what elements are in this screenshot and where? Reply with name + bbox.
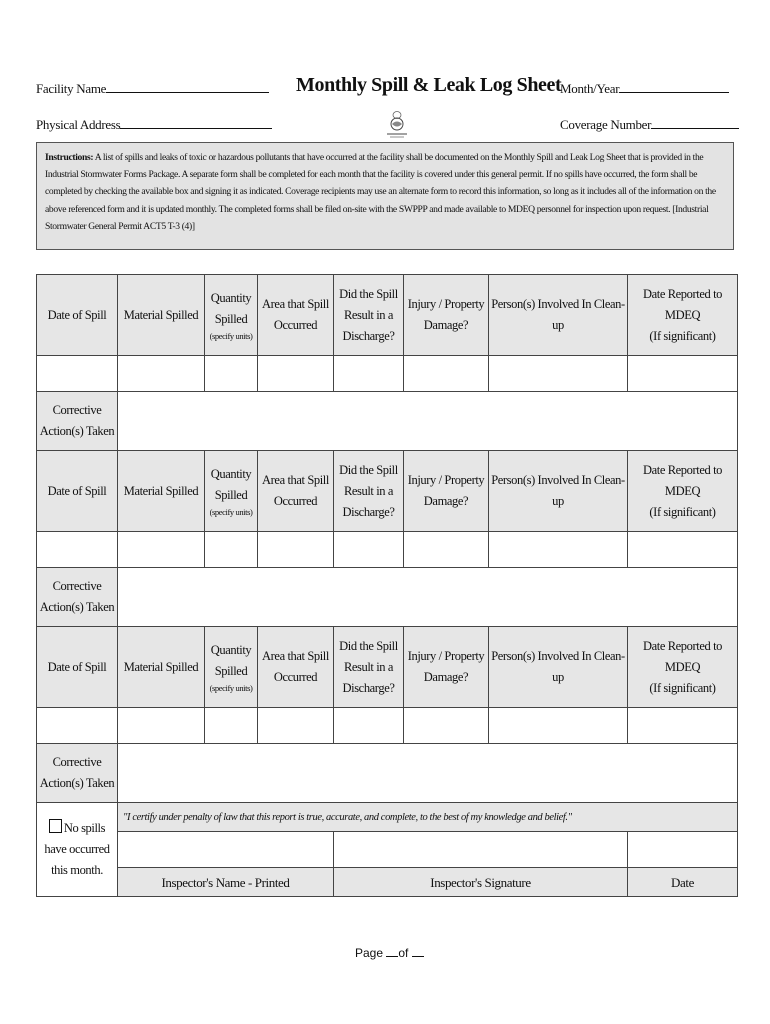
col-persons-involved: Person(s) Involved In Clean-up <box>489 627 628 708</box>
col-date-of-spill: Date of Spill <box>37 627 118 708</box>
col-date-reported <box>628 627 738 708</box>
inspector-signature-cell[interactable] <box>334 832 628 868</box>
corrective-cell[interactable] <box>118 568 738 627</box>
page-label: Page <box>355 946 384 960</box>
spill-log-table <box>36 274 738 897</box>
coverage-number-field[interactable] <box>560 116 739 133</box>
signature-row <box>37 832 738 868</box>
date-reported-label: Date Reported to MDEQ <box>643 286 722 322</box>
corrective-label: Corrective Action(s) Taken <box>37 392 118 451</box>
table-header-row <box>37 275 738 356</box>
entry-row <box>37 532 738 568</box>
no-spills-label: No spills have occurred this month. <box>44 821 110 877</box>
inspector-name-cell[interactable] <box>118 832 334 868</box>
inspector-name-label: Inspector's Name - Printed <box>118 868 334 897</box>
page-total-blank[interactable] <box>412 945 424 957</box>
injury-cell[interactable] <box>404 532 489 568</box>
col-date-reported <box>628 451 738 532</box>
date-reported-note: (If significant) <box>649 504 716 519</box>
reported-cell[interactable] <box>628 532 738 568</box>
reported-cell[interactable] <box>628 708 738 744</box>
date-label: Date <box>628 868 738 897</box>
facility-name-field[interactable] <box>36 80 269 97</box>
col-date-of-spill: Date of Spill <box>37 275 118 356</box>
area-cell[interactable] <box>258 356 334 392</box>
no-spills-cell <box>37 803 118 897</box>
coverage-number-line[interactable] <box>651 116 739 129</box>
col-discharge: Did the Spill Result in a Discharge? <box>334 451 404 532</box>
material-cell[interactable] <box>118 532 205 568</box>
table-header-row <box>37 627 738 708</box>
area-cell[interactable] <box>258 532 334 568</box>
page-number <box>355 945 424 960</box>
col-injury-damage: Injury / Property Damage? <box>404 451 489 532</box>
col-discharge: Did the Spill Result in a Discharge? <box>334 627 404 708</box>
instructions-box <box>36 142 734 250</box>
col-date-reported <box>628 275 738 356</box>
col-quantity-spilled <box>205 627 258 708</box>
physical-address-label: Physical Address <box>36 117 121 132</box>
facility-name-line[interactable] <box>106 80 269 93</box>
col-persons-involved: Person(s) Involved In Clean-up <box>489 275 628 356</box>
date-cell[interactable] <box>37 532 118 568</box>
instructions-lead: Instructions: <box>45 152 94 163</box>
physical-address-field[interactable] <box>36 116 272 133</box>
persons-cell[interactable] <box>489 356 628 392</box>
date-reported-note: (If significant) <box>649 328 716 343</box>
corrective-row <box>37 392 738 451</box>
injury-cell[interactable] <box>404 708 489 744</box>
instructions-text: A list of spills and leaks of toxic or hazardous pollutants that have occurred at the facility shall be documented on the Monthly Spill and Leak Log Sheet that is provided in the Industrial Stormwater Forms Package. A separate form shall be completed for each month that the facility is covered under this general permit. If no spills have occurred, the form shall be completed by checking the available box and signing it as indicated. Coverage recipients may use an alternate form to record this information, so long as it includes all of the information on the above referenced form and it is updated monthly. The completed forms shall be filed on-site with the SWPPP and made available to MDEQ personnel for inspection upon request. [Industrial Stormwater General Permit ACT5 T-3 (4)] <box>45 152 716 232</box>
entry-row <box>37 708 738 744</box>
col-quantity-spilled <box>205 275 258 356</box>
corrective-row <box>37 744 738 803</box>
col-discharge: Did the Spill Result in a Discharge? <box>334 275 404 356</box>
injury-cell[interactable] <box>404 356 489 392</box>
table-header-row <box>37 451 738 532</box>
corrective-cell[interactable] <box>118 744 738 803</box>
quantity-cell[interactable] <box>205 532 258 568</box>
inspector-signature-label: Inspector's Signature <box>334 868 628 897</box>
certification-statement: "I certify under penalty of law that this report is true, accurate, and complete, to the best of my knowledge and belief." <box>118 803 738 832</box>
month-year-line[interactable] <box>619 80 729 93</box>
material-cell[interactable] <box>118 708 205 744</box>
col-date-of-spill: Date of Spill <box>37 451 118 532</box>
col-material-spilled: Material Spilled <box>118 627 205 708</box>
col-injury-damage: Injury / Property Damage? <box>404 627 489 708</box>
col-persons-involved: Person(s) Involved In Clean-up <box>489 451 628 532</box>
no-spills-checkbox[interactable] <box>49 819 62 833</box>
col-material-spilled: Material Spilled <box>118 275 205 356</box>
discharge-cell[interactable] <box>334 708 404 744</box>
quantity-cell[interactable] <box>205 356 258 392</box>
quantity-label: Quantity Spilled <box>210 291 252 326</box>
area-cell[interactable] <box>258 708 334 744</box>
of-label: of <box>398 946 409 960</box>
corrective-cell[interactable] <box>118 392 738 451</box>
col-area-occurred: Area that Spill Occurred <box>258 275 334 356</box>
corrective-label: Corrective Action(s) Taken <box>37 744 118 803</box>
signature-date-cell[interactable] <box>628 832 738 868</box>
page-title: Monthly Spill & Leak Log Sheet <box>296 74 562 96</box>
signature-label-row <box>37 868 738 897</box>
date-cell[interactable] <box>37 356 118 392</box>
quantity-label: Quantity Spilled <box>210 643 252 678</box>
quantity-cell[interactable] <box>205 708 258 744</box>
col-area-occurred: Area that Spill Occurred <box>258 451 334 532</box>
physical-address-line[interactable] <box>120 116 272 129</box>
discharge-cell[interactable] <box>334 356 404 392</box>
certification-row <box>37 803 738 832</box>
reported-cell[interactable] <box>628 356 738 392</box>
quantity-units-note: (specify units) <box>209 507 253 517</box>
col-material-spilled: Material Spilled <box>118 451 205 532</box>
quantity-label: Quantity Spilled <box>210 467 252 502</box>
coverage-number-label: Coverage Number <box>560 117 652 132</box>
date-reported-label: Date Reported to MDEQ <box>643 638 722 674</box>
quantity-units-note: (specify units) <box>209 683 253 693</box>
agency-seal-icon <box>384 110 410 140</box>
facility-name-label: Facility Name <box>36 81 107 96</box>
month-year-field[interactable] <box>560 80 729 97</box>
persons-cell[interactable] <box>489 708 628 744</box>
corrective-row <box>37 568 738 627</box>
col-area-occurred: Area that Spill Occurred <box>258 627 334 708</box>
corrective-label: Corrective Action(s) Taken <box>37 568 118 627</box>
material-cell[interactable] <box>118 356 205 392</box>
page-number-blank[interactable] <box>386 945 398 957</box>
date-reported-note: (If significant) <box>649 680 716 695</box>
col-quantity-spilled <box>205 451 258 532</box>
entry-row <box>37 356 738 392</box>
quantity-units-note: (specify units) <box>209 331 253 341</box>
date-cell[interactable] <box>37 708 118 744</box>
date-reported-label: Date Reported to MDEQ <box>643 462 722 498</box>
month-year-label: Month/Year <box>560 81 620 96</box>
col-injury-damage: Injury / Property Damage? <box>404 275 489 356</box>
discharge-cell[interactable] <box>334 532 404 568</box>
persons-cell[interactable] <box>489 532 628 568</box>
